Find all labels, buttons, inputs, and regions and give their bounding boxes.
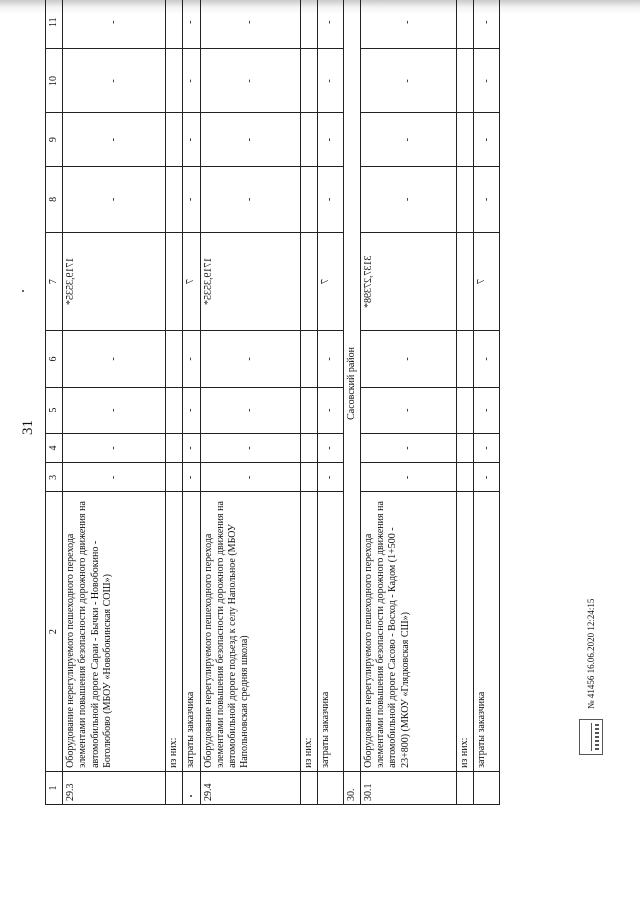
row-number: 30.: [343, 771, 360, 804]
header-cell: 4: [46, 433, 63, 463]
value-cell: -: [63, 49, 166, 113]
registry-stamp-icon: [579, 719, 603, 755]
value-cell: -: [183, 49, 200, 113]
value-cell: -: [474, 0, 500, 49]
amount-text: 7: [319, 279, 331, 285]
section-row: [343, 0, 360, 805]
value-cell: -: [317, 113, 343, 166]
value-cell: -: [183, 0, 200, 49]
amount-text: 7: [185, 279, 197, 285]
row-number: [166, 771, 183, 804]
value-cell: -: [63, 166, 166, 232]
value-cell: -: [317, 0, 343, 49]
value-cell: -: [360, 387, 456, 433]
value-cell: -: [474, 331, 500, 388]
row-description: Оборудование нерегулируемого пешеходного перехода элементами повышения безопасности дорожного движения на автомобильной дороге Сараи - Бычки - Новобокино - Боголюбово (МБОУ «Новобокинская СОШ»): [63, 492, 166, 772]
table-row: [456, 0, 473, 805]
row-description: из них:: [300, 492, 317, 772]
value-cell: -: [317, 49, 343, 113]
table-row: [317, 0, 343, 805]
section-title: Сасовский район: [343, 0, 360, 771]
value-cell: -: [183, 331, 200, 388]
value-cell-amount: [200, 232, 300, 330]
value-cell: -: [63, 331, 166, 388]
value-cell: -: [200, 0, 300, 49]
table-row: [183, 0, 200, 805]
header-cell: 6: [46, 331, 63, 388]
header-cell: 8: [46, 166, 63, 232]
value-cell-amount: [360, 232, 456, 330]
row-description: Оборудование нерегулируемого пешеходного перехода элементами повышения безопасности дорожного движения на автомобильной дороге Сасово - Восход - Кадом (1+500 - 23+800) (МКОУ «Глядковская СШ»): [360, 492, 456, 772]
table-row: [166, 0, 183, 805]
budget-table: [45, 0, 500, 805]
value-cell: -: [63, 387, 166, 433]
row-description: из них:: [166, 492, 183, 772]
value-cell: -: [200, 113, 300, 166]
row-number: 30.1: [360, 771, 456, 804]
value-cell: -: [200, 331, 300, 388]
row-description: Оборудование нерегулируемого пешеходного перехода элементами повышения безопасности дорожного движения на автомобильной дороге подъезд к селу Напольное (МБОУ Напольновская средняя школа): [200, 492, 300, 772]
table-row: [200, 0, 300, 805]
row-description: затраты заказчика: [183, 492, 200, 772]
value-cell: -: [474, 166, 500, 232]
value-cell: -: [63, 0, 166, 49]
value-cell: -: [474, 113, 500, 166]
table-header-row: [46, 0, 63, 805]
value-cell: -: [317, 433, 343, 463]
value-cell: -: [360, 0, 456, 49]
value-cell: -: [474, 463, 500, 492]
value-cell-amount: [317, 232, 343, 330]
header-cell: 11: [46, 0, 63, 49]
amount-text: 1719,3535*: [65, 257, 77, 306]
header-cell: 10: [46, 49, 63, 113]
value-cell: -: [200, 463, 300, 492]
page-number: 31: [20, 420, 36, 435]
row-description: затраты заказчика: [474, 492, 500, 772]
value-cell: -: [183, 113, 200, 166]
value-cell: -: [360, 433, 456, 463]
row-number: [456, 771, 473, 804]
row-number: 29.4: [200, 771, 300, 804]
value-cell: -: [474, 49, 500, 113]
value-cell-amount: [183, 232, 200, 330]
value-cell: -: [360, 49, 456, 113]
value-cell: -: [183, 463, 200, 492]
value-cell: -: [360, 166, 456, 232]
value-cell: -: [63, 113, 166, 166]
table-row: [474, 0, 500, 805]
row-number: [300, 771, 317, 804]
amount-text: 1719,3535*: [202, 257, 214, 306]
row-description: из них:: [456, 492, 473, 772]
value-cell: -: [63, 463, 166, 492]
registration-number: № 41456 16.06.2020 12:24:15: [586, 598, 596, 709]
header-cell: 9: [46, 113, 63, 166]
row-number: [183, 771, 200, 804]
value-cell: -: [200, 433, 300, 463]
value-cell: -: [474, 387, 500, 433]
value-cell: -: [183, 166, 200, 232]
row-description: затраты заказчика: [317, 492, 343, 772]
value-cell: -: [317, 166, 343, 232]
table-row: [300, 0, 317, 805]
header-cell: 5: [46, 387, 63, 433]
value-cell: -: [360, 463, 456, 492]
value-cell: -: [183, 433, 200, 463]
table-row: [63, 0, 166, 805]
row-number: 29.3: [63, 771, 166, 804]
amount-text: 3137,27398*: [362, 255, 374, 308]
amount-text: 7: [476, 279, 488, 285]
signature-block: [579, 599, 603, 755]
value-cell: -: [183, 387, 200, 433]
header-cell: 3: [46, 463, 63, 492]
row-number: [317, 771, 343, 804]
value-cell-amount: [474, 232, 500, 330]
value-cell: -: [63, 433, 166, 463]
table-row: [360, 0, 456, 805]
value-cell: -: [474, 433, 500, 463]
header-cell: 1: [46, 771, 63, 804]
header-cell: 2: [46, 492, 63, 772]
value-cell: -: [317, 463, 343, 492]
value-cell-amount: [63, 232, 166, 330]
value-cell: -: [360, 331, 456, 388]
row-number: [474, 771, 500, 804]
value-cell: -: [200, 387, 300, 433]
value-cell: -: [317, 331, 343, 388]
value-cell: -: [200, 49, 300, 113]
value-cell: -: [360, 113, 456, 166]
value-cell: -: [200, 166, 300, 232]
header-cell: 7: [46, 232, 63, 330]
value-cell: -: [317, 387, 343, 433]
